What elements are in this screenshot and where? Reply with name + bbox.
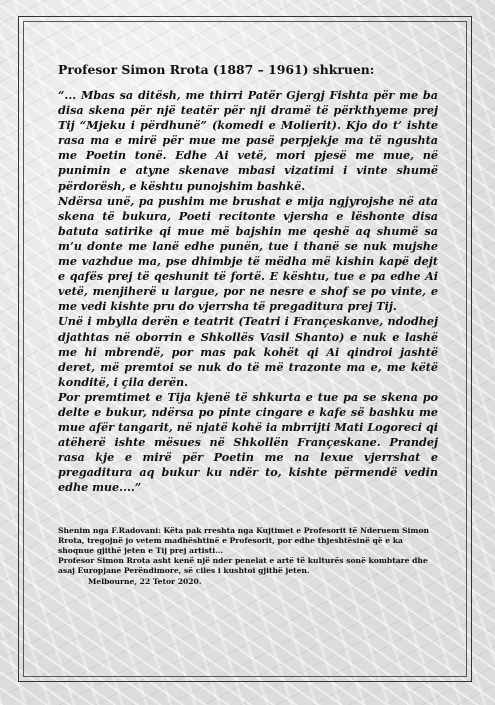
document-content (58, 62, 438, 587)
quote-paragraph-4: Por premtimet e Tija kjenë të shkurta e tue pa se skena po delte e bukur, ndërsa po pinte cingare e kafe së bashku me mue afër tangarit, në njatë kohë ia mbrrijti Mati Logoreci qi atëherë ishte mësues në Shkollën Françeskane. Prandej rasa kje e mirë për Poetin me na lexue vjerrshat e pregaditura aq bukur ku ndër to, kishte përmendë vedin edhe mue....” (58, 389, 438, 495)
memoir-quote (58, 88, 438, 496)
quote-paragraph-3: Unë i mbylla derën e teatrit (Teatri i Françeskanve, ndodhej djathtas në oborrin e Shkollës Vasil Shanto) e nuk e lashë me hi mbrendë, por mas pak kohët qi Ai qindroi jashtë deret, më premtoi se nuk do të më trazonte ma e, me këtë konditë, i çila derën. (58, 314, 438, 389)
quote-paragraph-1: “... Mbas sa ditësh, me thirri Patër Gjergj Fishta për me ba disa skena për një teatër për nji dramë të përkthyeme prej Tij “Mjeku i përdhunë” (komedi e Molierit). Kjo do t’ ishte rasa ma e mirë për mue me pasë perpjekje ma të ngushta me Poetin tonë. Edhe Ai vetë, mori pjesë me mue, në punimin e atyne skenave mbasi vizatimi i vinte shumë përdorësh, e kështu punojshim bashkë. (58, 88, 438, 193)
editor-note (58, 526, 438, 587)
note-line-2: Profesor Simon Rrota asht kenë një nder penelat e artë të kulturës sonë kombtare dhe asaj Europjane Perëndimore, së ciles i kushtoi gjithë jeten. (58, 556, 428, 576)
quote-paragraph-2: Ndërsa unë, pa pushim me brushat e mija ngjyrojshe në ata skena të bukura, Poeti recitonte vjersha e lëshonte disa batuta satirike qi mue më bajshin me qeshë aq shumë sa m’u donte me lanë edhe punën, tue i thanë se nuk mujshe me vazhdue ma, pse dhimbje të mëdha më kishin kapë dejt e qafës prej të qeshunit të fortë. E kështu, tue e pa edhe Ai vetë, menjiherë u largue, por ne nesre e shof se po vinte, e me vedi kishte pru do vjerrsha të pregaditura prej Tij. (58, 193, 438, 314)
date-line: Melbourne, 22 Tetor 2020. (88, 576, 202, 586)
page-title: Profesor Simon Rrota (1887 – 1961) shkruen: (58, 62, 375, 77)
note-line-1: Shenim nga F.Radovani: Këta pak rreshta nga Kujtimet e Profesorit të Nderuem Simon Rrota, tregojnë jo vetem madhështinë e Profesorit, por edhe thjeshtësinë që e ka shoqnue gjithë jeten e Tij prej artisti... (58, 525, 430, 555)
